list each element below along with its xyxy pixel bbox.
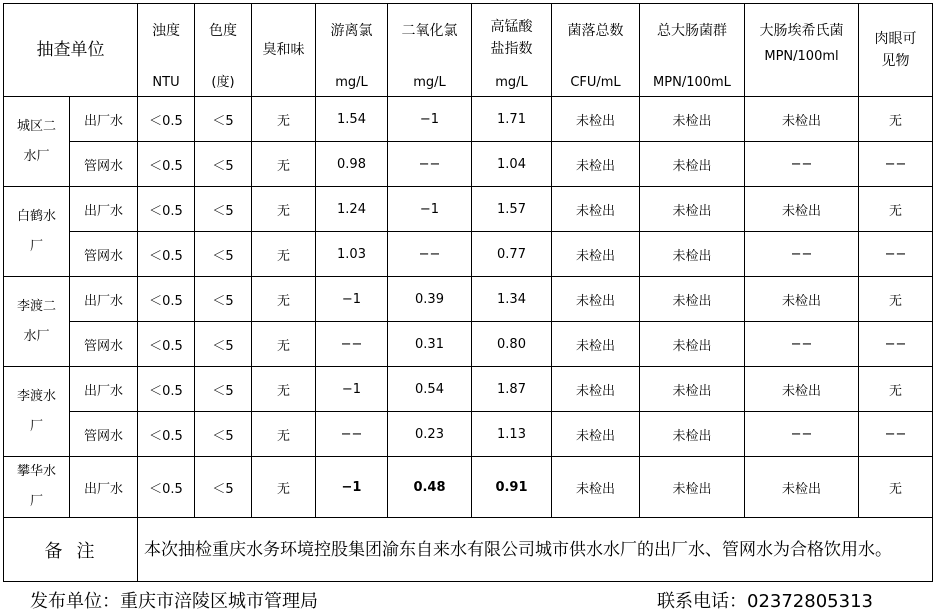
table-cell: 未检出	[640, 142, 745, 187]
table-cell: 1.24	[316, 187, 388, 232]
table-cell: 1.57	[472, 187, 552, 232]
table-cell: 未检出	[552, 322, 640, 367]
table-cell: 0.31	[388, 322, 472, 367]
plant-name-line: 城区二	[16, 118, 56, 134]
plant-name	[4, 97, 70, 187]
table-cell: ＜5	[195, 142, 252, 187]
header-unit-text: NTU	[152, 75, 180, 90]
table-cell: 0.54	[388, 367, 472, 412]
table-cell: −−	[316, 412, 388, 457]
water-quality-table	[3, 3, 933, 582]
water-type: 管网水	[70, 142, 138, 187]
table-cell: 未检出	[552, 412, 640, 457]
table-cell: 未检出	[552, 367, 640, 412]
table-cell: −−	[859, 142, 933, 187]
water-type: 管网水	[70, 412, 138, 457]
table-cell: 未检出	[552, 187, 640, 232]
table-cell: 未检出	[640, 322, 745, 367]
water-type: 出厂水	[70, 97, 138, 142]
note-row	[4, 518, 933, 582]
header-unit-text: mg/L	[335, 75, 368, 90]
table-cell: 未检出	[745, 457, 859, 518]
plant-name-line: 厂	[29, 418, 43, 434]
header-name: 臭和味	[262, 42, 305, 58]
table-row	[4, 142, 933, 187]
plant-name-line: 水厂	[23, 148, 50, 164]
water-type: 出厂水	[70, 367, 138, 412]
plant-name-line: 李渡水	[16, 388, 56, 404]
table-cell: ＜0.5	[138, 97, 195, 142]
table-cell: 无	[252, 457, 316, 518]
table-cell: 1.03	[316, 232, 388, 277]
header-name: 色度	[209, 23, 237, 39]
header-unit-text: (度)	[211, 75, 235, 90]
table-cell: −−	[859, 322, 933, 367]
table-cell: 0.80	[472, 322, 552, 367]
plant-name	[4, 187, 70, 277]
header-col	[552, 4, 640, 97]
table-cell: ＜0.5	[138, 277, 195, 322]
header-name: 总大肠菌群	[657, 23, 727, 39]
table-cell: −1	[316, 457, 388, 518]
plant-name	[4, 277, 70, 367]
table-cell: −1	[316, 277, 388, 322]
table-cell: 未检出	[640, 457, 745, 518]
table-cell: 无	[859, 187, 933, 232]
table-cell: −−	[745, 232, 859, 277]
table-cell: 无	[252, 322, 316, 367]
header-name: 浊度	[152, 23, 180, 39]
table-cell: 无	[252, 412, 316, 457]
table-cell: 无	[252, 277, 316, 322]
table-cell: ＜5	[195, 412, 252, 457]
header-name: 菌落总数	[567, 23, 624, 39]
table-cell: 未检出	[640, 232, 745, 277]
header-col	[252, 4, 316, 97]
plant-name-line: 厂	[29, 238, 43, 254]
table-cell: 未检出	[640, 97, 745, 142]
table-cell: 未检出	[552, 457, 640, 518]
table-cell: 无	[252, 97, 316, 142]
header-unit-text: mg/L	[495, 75, 528, 90]
table-cell: −−	[859, 232, 933, 277]
table-cell: −−	[745, 322, 859, 367]
table-cell: 0.91	[472, 457, 552, 518]
table-cell: 无	[859, 277, 933, 322]
note-label: 备注	[4, 518, 138, 582]
table-cell: ＜0.5	[138, 412, 195, 457]
table-cell: 1.54	[316, 97, 388, 142]
table-cell: 无	[252, 187, 316, 232]
header-unit-text: MPN/100mL	[653, 75, 731, 90]
water-type: 管网水	[70, 322, 138, 367]
table-cell: ＜0.5	[138, 232, 195, 277]
header-unit-label: 抽查单位	[36, 40, 105, 60]
water-type: 管网水	[70, 232, 138, 277]
table-row	[4, 232, 933, 277]
header-name-line: 盐指数	[490, 41, 533, 57]
header-name	[472, 16, 551, 60]
header-name: 二氧化氯	[401, 23, 458, 39]
footer-contact: 联系电话：02372805313	[657, 591, 873, 612]
table-row	[4, 187, 933, 232]
table-cell: 无	[252, 232, 316, 277]
header-col	[138, 4, 195, 97]
note-text: 本次抽检重庆水务环境控股集团渝东自来水有限公司城市供水水厂的出厂水、管网水为合格饮用水。	[138, 518, 933, 582]
table-cell: ＜0.5	[138, 187, 195, 232]
table-cell: 未检出	[745, 97, 859, 142]
table-cell: ＜5	[195, 457, 252, 518]
header-col	[388, 4, 472, 97]
water-type: 出厂水	[70, 187, 138, 232]
header-name-line: 肉眼可	[874, 31, 917, 47]
table-cell: −−	[388, 232, 472, 277]
table-cell: 未检出	[552, 277, 640, 322]
table-row	[4, 367, 933, 412]
table-cell: 未检出	[552, 97, 640, 142]
table-cell: 无	[859, 367, 933, 412]
plant-name-line: 水厂	[23, 328, 50, 344]
table-cell: 1.71	[472, 97, 552, 142]
header-col	[316, 4, 388, 97]
table-cell: 1.13	[472, 412, 552, 457]
table-cell: 未检出	[552, 142, 640, 187]
table-cell: −−	[316, 322, 388, 367]
table-cell: ＜5	[195, 187, 252, 232]
header-name	[859, 28, 932, 72]
table-row	[4, 277, 933, 322]
table-cell: 未检出	[552, 232, 640, 277]
water-type: 出厂水	[70, 457, 138, 518]
table-cell: 0.39	[388, 277, 472, 322]
table-cell: 1.34	[472, 277, 552, 322]
table-cell: 1.87	[472, 367, 552, 412]
header-unit	[4, 4, 138, 97]
table-cell: ＜5	[195, 367, 252, 412]
table-cell: 无	[859, 457, 933, 518]
table-cell: 未检出	[640, 412, 745, 457]
table-cell: −−	[745, 142, 859, 187]
table-cell: 0.98	[316, 142, 388, 187]
table-cell: ＜5	[195, 277, 252, 322]
header-name-line: 高锰酸	[490, 19, 533, 35]
table-cell: ＜5	[195, 322, 252, 367]
header-row	[4, 4, 933, 97]
table-cell: 无	[859, 97, 933, 142]
water-type: 出厂水	[70, 277, 138, 322]
table-cell: 1.04	[472, 142, 552, 187]
table-cell: −1	[388, 187, 472, 232]
table-cell: 未检出	[745, 367, 859, 412]
footer-publisher: 发布单位：重庆市涪陵区城市管理局	[30, 591, 318, 612]
plant-name-line: 白鹤水	[16, 208, 56, 224]
table-cell: 0.48	[388, 457, 472, 518]
table-cell: −1	[388, 97, 472, 142]
plant-name	[4, 367, 70, 457]
table-row	[4, 457, 933, 518]
table-cell: 0.23	[388, 412, 472, 457]
table-cell: −1	[316, 367, 388, 412]
header-col	[859, 4, 933, 97]
plant-name-line: 攀华水	[16, 464, 56, 479]
header-col	[745, 4, 859, 97]
header-name-line: 见物	[881, 53, 910, 69]
header-col	[640, 4, 745, 97]
table-cell: 无	[252, 367, 316, 412]
header-unit-text: MPN/100ml	[764, 49, 839, 64]
table-cell: ＜0.5	[138, 367, 195, 412]
table-cell: 未检出	[640, 187, 745, 232]
table-cell: 0.77	[472, 232, 552, 277]
table-cell: −−	[745, 412, 859, 457]
plant-name-line: 厂	[29, 494, 43, 509]
table-cell: ＜0.5	[138, 142, 195, 187]
table-cell: 未检出	[640, 277, 745, 322]
table-cell: 未检出	[640, 367, 745, 412]
table-cell: ＜0.5	[138, 322, 195, 367]
table-row	[4, 322, 933, 367]
table-row	[4, 97, 933, 142]
plant-name-line: 李渡二	[16, 298, 56, 314]
table-cell: −−	[388, 142, 472, 187]
header-col	[195, 4, 252, 97]
table-cell: 无	[252, 142, 316, 187]
table-cell: ＜5	[195, 97, 252, 142]
table-row	[4, 412, 933, 457]
header-name: 游离氯	[330, 23, 373, 39]
plant-name	[4, 457, 70, 518]
table-cell: 未检出	[745, 187, 859, 232]
header-unit-text: CFU/mL	[570, 75, 621, 90]
header-name: 大肠埃希氏菌	[759, 23, 844, 39]
header-unit-text: mg/L	[413, 75, 446, 90]
table-cell: ＜0.5	[138, 457, 195, 518]
header-col	[472, 4, 552, 97]
table-cell: −−	[859, 412, 933, 457]
table-cell: 未检出	[745, 277, 859, 322]
table-cell: ＜5	[195, 232, 252, 277]
